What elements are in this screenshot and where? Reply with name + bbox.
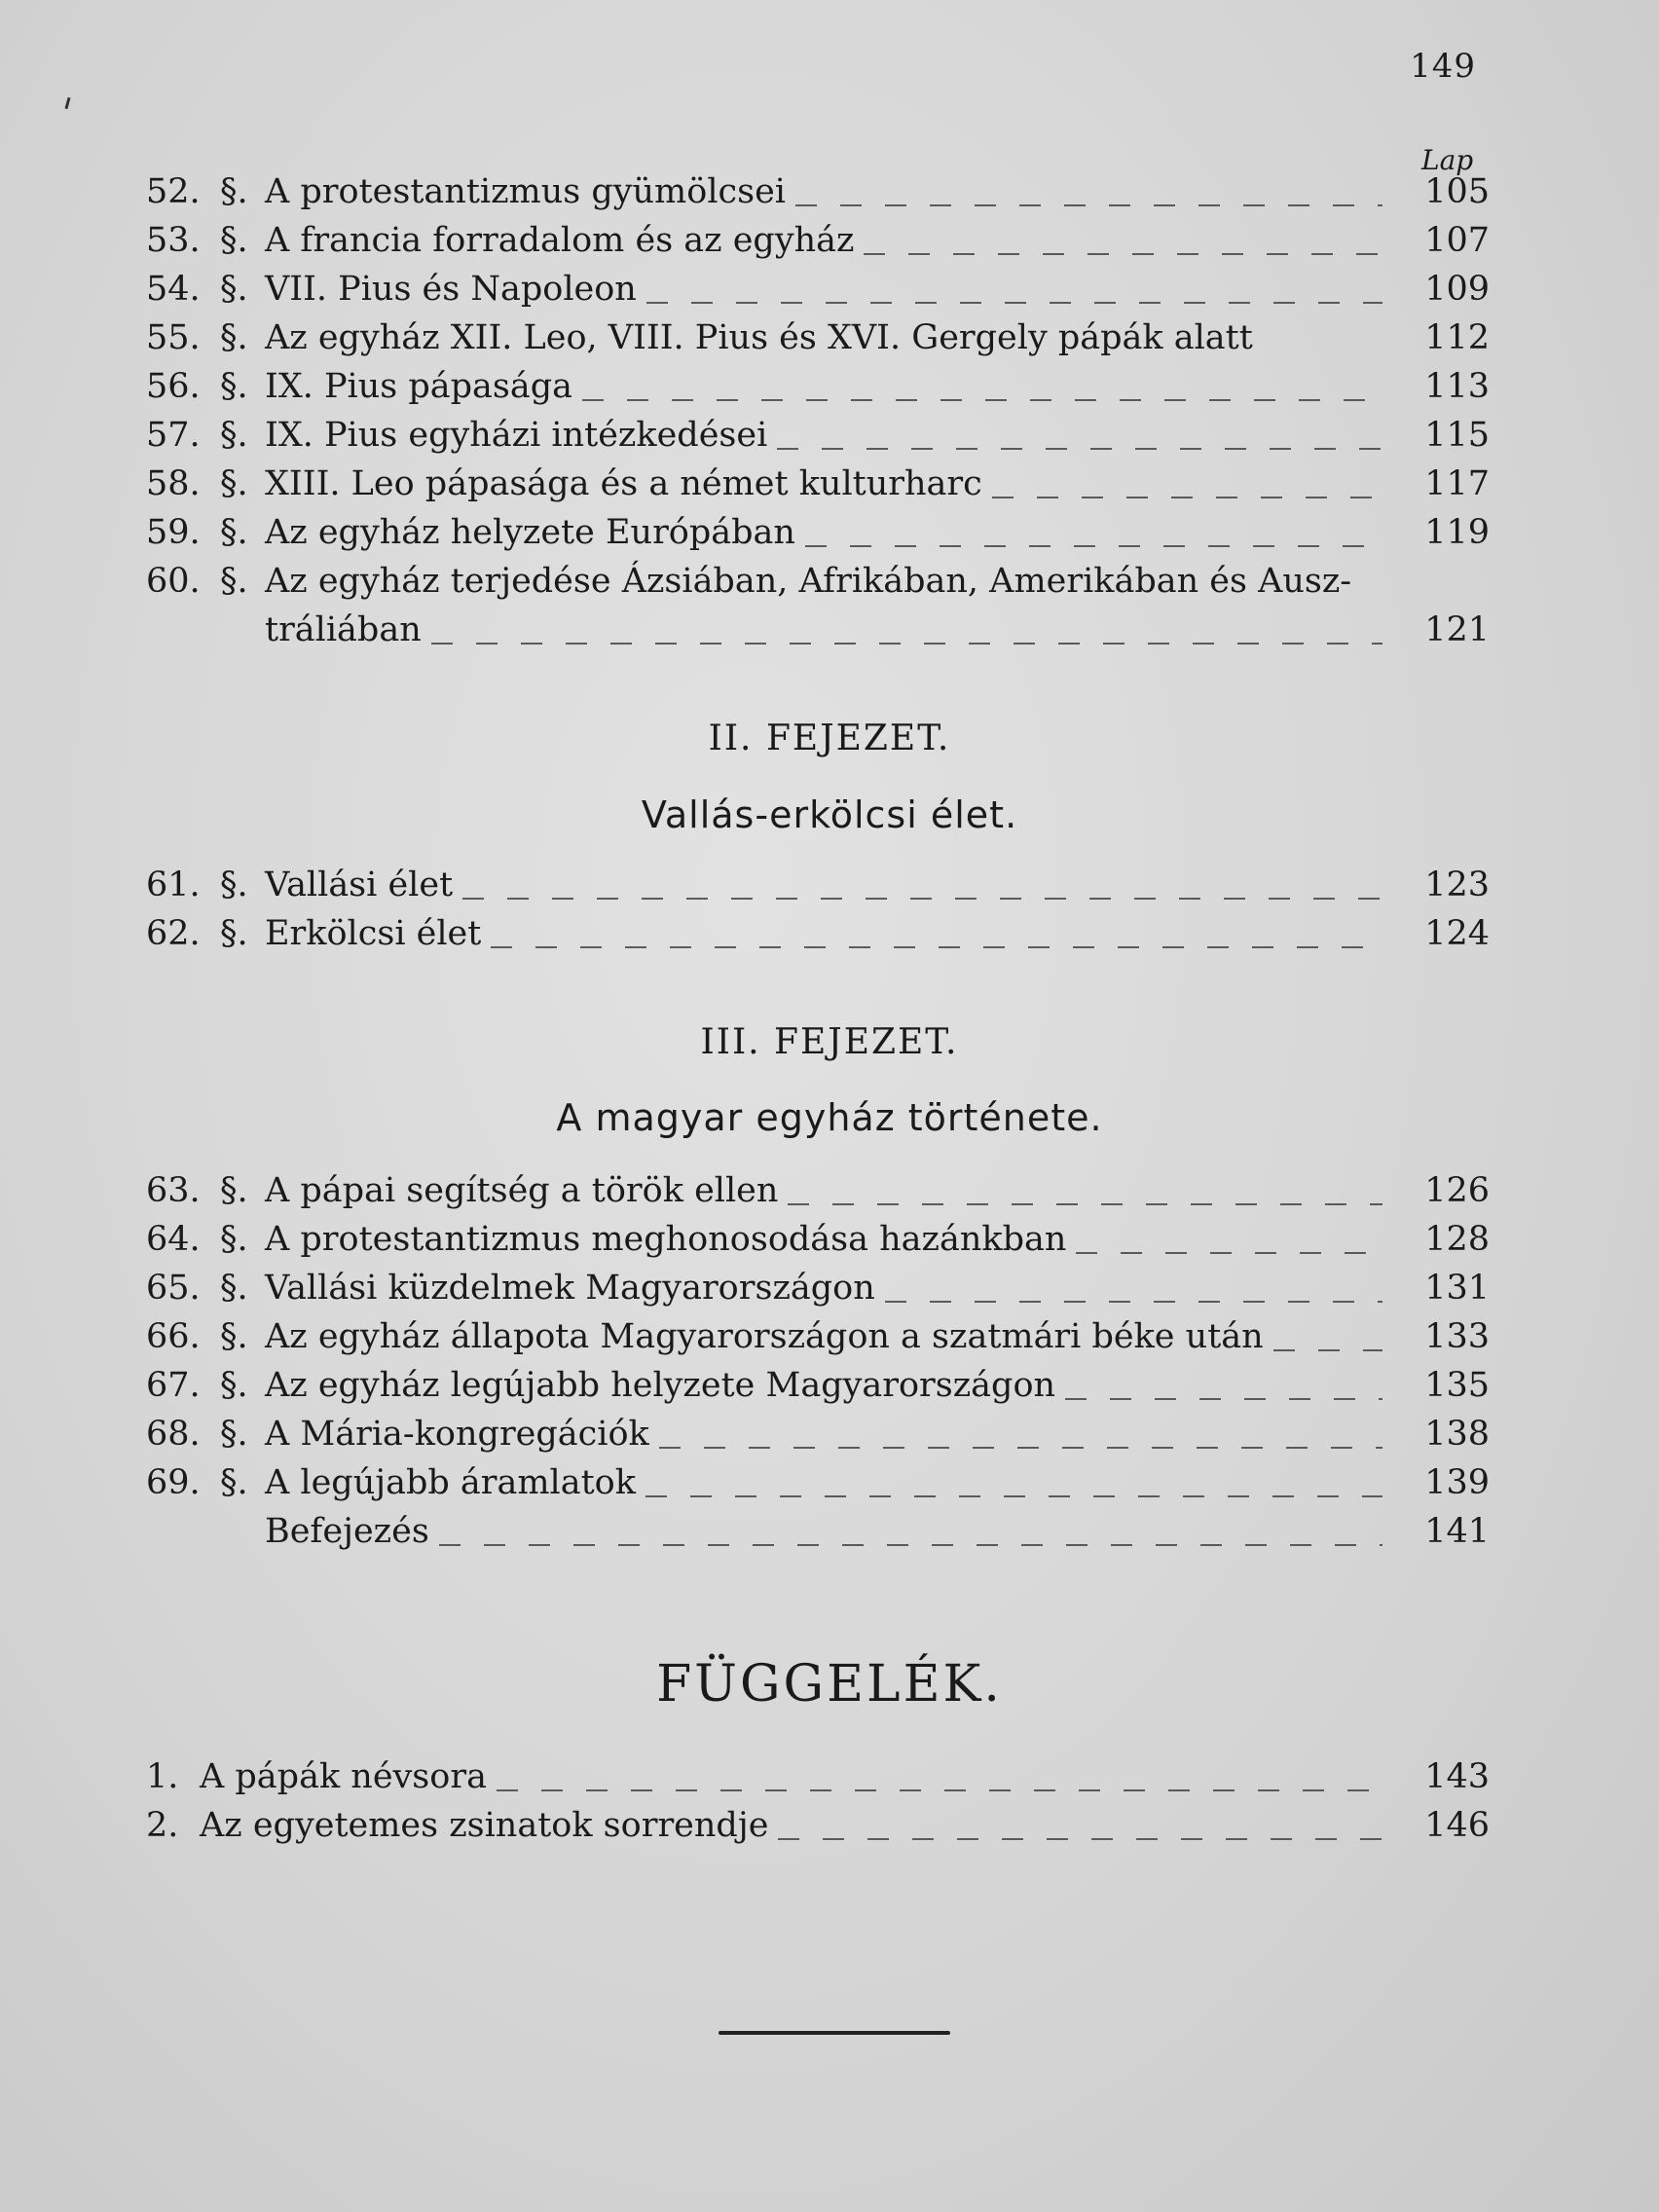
entry-number: 61. <box>146 866 201 904</box>
section-sign: §. <box>220 464 248 503</box>
entry-number: 62. <box>146 914 201 953</box>
entry-page: 138 <box>1424 1415 1490 1454</box>
toc-entry-65 <box>146 1264 1490 1312</box>
entry-number: 54. <box>146 270 201 309</box>
toc-entry-57 <box>146 411 1490 460</box>
leader-dots <box>646 302 1382 304</box>
leader-dots <box>805 545 1382 547</box>
leader-dots <box>777 448 1382 450</box>
section-sign: §. <box>220 318 248 357</box>
leader-dots <box>491 946 1382 948</box>
leader-dots <box>864 253 1382 255</box>
entry-title: A pápák névsora <box>200 1757 487 1796</box>
lap-column-label: Lap <box>1421 144 1474 176</box>
entry-page: 119 <box>1424 513 1490 552</box>
stray-mark <box>64 97 70 109</box>
leader-dots <box>778 1838 1382 1840</box>
entry-number: 69. <box>146 1463 201 1502</box>
toc-entry-64 <box>146 1215 1490 1264</box>
entry-title: VII. Pius és Napoleon <box>265 270 637 309</box>
leader-dots <box>1076 1252 1382 1254</box>
chapter-2-subheading: Vallás-erkölcsi élet. <box>641 793 1018 836</box>
toc-entry-59 <box>146 508 1490 557</box>
section-sign: §. <box>220 1171 248 1210</box>
leader-dots <box>582 399 1382 401</box>
toc-entry-69 <box>146 1458 1490 1507</box>
leader-dots <box>645 1495 1382 1497</box>
section-sign: §. <box>220 172 248 211</box>
entry-page: 135 <box>1424 1366 1490 1405</box>
entry-title: A protestantizmus gyümölcsei <box>265 172 786 211</box>
appendix-heading: FÜGGELÉK. <box>656 1655 1003 1714</box>
entry-title-continuation: tráliában <box>265 610 422 649</box>
toc-chapter-2 <box>146 861 1490 958</box>
toc-entry-52 <box>146 167 1490 216</box>
page-number: 149 <box>1410 47 1476 86</box>
leader-dots <box>992 497 1382 498</box>
entry-number: 58. <box>146 464 201 503</box>
entry-page: 143 <box>1424 1757 1490 1796</box>
entry-title: A protestantizmus meghonosodása hazánkban <box>265 1220 1067 1259</box>
entry-title: Az egyház állapota Magyarországon a szatmári béke után <box>265 1317 1264 1356</box>
entry-title: Az egyház XII. Leo, VIII. Pius és XVI. Gergely pápák alatt <box>265 318 1253 357</box>
entry-page: 139 <box>1424 1463 1490 1502</box>
section-sign: §. <box>220 1269 248 1308</box>
entry-number: 55. <box>146 318 201 357</box>
entry-title: A francia forradalom és az egyház <box>265 221 855 260</box>
entry-number: 56. <box>146 367 201 406</box>
toc-entry-63 <box>146 1166 1490 1215</box>
section-sign: §. <box>220 221 248 260</box>
entry-title: Az egyház terjedése Ázsiában, Afrikában, Amerikában és Ausz- <box>265 562 1352 601</box>
toc-entry-56 <box>146 362 1490 411</box>
section-sign: §. <box>220 866 248 904</box>
toc-entry-58 <box>146 460 1490 508</box>
entry-page: 126 <box>1424 1171 1490 1210</box>
section-sign: §. <box>220 1220 248 1259</box>
toc-entry-67 <box>146 1361 1490 1410</box>
entry-number: 57. <box>146 416 201 455</box>
entry-title: Erkölcsi élet <box>265 914 482 953</box>
entry-number: 64. <box>146 1220 201 1259</box>
entry-page: 113 <box>1424 367 1490 406</box>
leader-dots <box>439 1544 1382 1546</box>
toc-entry-53 <box>146 216 1490 265</box>
leader-dots <box>659 1447 1382 1449</box>
toc-entry-60 <box>146 557 1490 606</box>
entry-title: Vallási élet <box>265 866 454 904</box>
entry-page: 121 <box>1424 610 1490 649</box>
entry-page: 133 <box>1424 1317 1490 1356</box>
entry-title: Befejezés <box>265 1512 429 1551</box>
entry-page: 105 <box>1424 172 1490 211</box>
toc-entry-55 <box>146 313 1490 362</box>
leader-dots <box>431 643 1382 645</box>
entry-number: 66. <box>146 1317 201 1356</box>
entry-title: A legújabb áramlatok <box>265 1463 636 1502</box>
toc-entry-60-continuation <box>146 606 1490 654</box>
section-sign: §. <box>220 914 248 953</box>
entry-page: 107 <box>1424 221 1490 260</box>
section-sign: §. <box>220 367 248 406</box>
section-sign: §. <box>220 562 248 601</box>
entry-number: 68. <box>146 1415 201 1454</box>
toc-entry-66 <box>146 1312 1490 1361</box>
toc-entry-closing <box>146 1507 1490 1556</box>
leader-dots <box>885 1301 1382 1303</box>
leader-dots <box>795 204 1382 206</box>
leader-dots <box>497 1789 1382 1791</box>
chapter-2-heading: II. FEJEZET. <box>708 719 951 758</box>
toc-entry-61 <box>146 861 1490 909</box>
entry-number: 63. <box>146 1171 201 1210</box>
toc-appendix <box>146 1752 1490 1850</box>
section-sign: §. <box>220 1415 248 1454</box>
entry-number: 1. <box>146 1757 179 1796</box>
entry-title: IX. Pius egyházi intézkedései <box>265 416 768 455</box>
entry-number: 52. <box>146 172 201 211</box>
toc-chapter-3 <box>146 1166 1490 1556</box>
entry-title: Az egyház helyzete Európában <box>265 513 795 552</box>
entry-title: XIII. Leo pápasága és a német kulturharc <box>265 464 982 503</box>
section-sign: §. <box>220 1366 248 1405</box>
appendix-entry-2 <box>146 1801 1490 1850</box>
entry-page: 109 <box>1424 270 1490 309</box>
toc-entry-68 <box>146 1410 1490 1458</box>
toc-entry-54 <box>146 265 1490 313</box>
toc-entry-62 <box>146 909 1490 958</box>
leader-dots <box>1065 1398 1382 1400</box>
entry-page: 112 <box>1424 318 1490 357</box>
section-sign: §. <box>220 513 248 552</box>
entry-page: 123 <box>1424 866 1490 904</box>
entry-page: 115 <box>1424 416 1490 455</box>
leader-dots <box>1273 1349 1382 1351</box>
entry-page: 117 <box>1424 464 1490 503</box>
entry-page: 128 <box>1424 1220 1490 1259</box>
toc-part-1 <box>146 167 1490 654</box>
entry-number: 65. <box>146 1269 201 1308</box>
entry-title: Vallási küzdelmek Magyarországon <box>265 1269 875 1308</box>
entry-title: Az egyház legújabb helyzete Magyarországon <box>265 1366 1056 1405</box>
leader-dots <box>788 1203 1382 1205</box>
entry-number: 53. <box>146 221 201 260</box>
entry-title: IX. Pius pápasága <box>265 367 573 406</box>
end-rule <box>719 2031 950 2035</box>
entry-title: A Mária-kongregációk <box>265 1415 649 1454</box>
entry-page: 131 <box>1424 1269 1490 1308</box>
section-sign: §. <box>220 1317 248 1356</box>
entry-number: 2. <box>146 1806 179 1845</box>
entry-page: 124 <box>1424 914 1490 953</box>
appendix-entry-1 <box>146 1752 1490 1801</box>
entry-page: 141 <box>1424 1512 1490 1551</box>
section-sign: §. <box>220 270 248 309</box>
entry-title: A pápai segítség a török ellen <box>265 1171 779 1210</box>
entry-number: 67. <box>146 1366 201 1405</box>
chapter-3-heading: III. FEJEZET. <box>700 1022 959 1062</box>
section-sign: §. <box>220 1463 248 1502</box>
chapter-3-subheading: A magyar egyház története. <box>556 1096 1103 1139</box>
entry-number: 59. <box>146 513 201 552</box>
entry-page: 146 <box>1424 1806 1490 1845</box>
leader-dots <box>462 898 1382 900</box>
entry-title: Az egyetemes zsinatok sorrendje <box>200 1806 769 1845</box>
section-sign: §. <box>220 416 248 455</box>
entry-number: 60. <box>146 562 201 601</box>
